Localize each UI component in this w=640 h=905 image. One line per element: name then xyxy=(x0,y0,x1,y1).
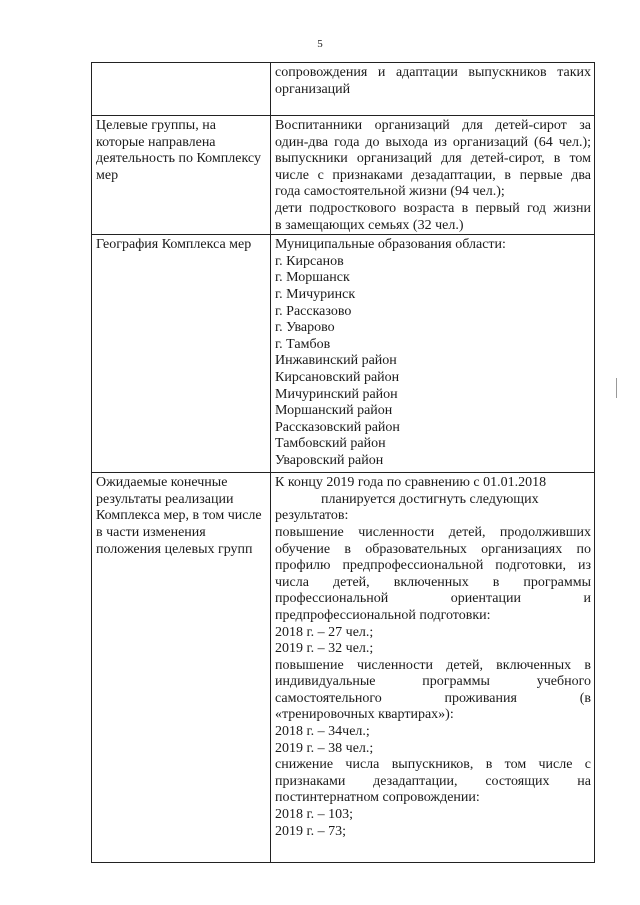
content-line: Тамбовский район xyxy=(275,436,386,452)
content-line: повышение численности детей, продолживших xyxy=(275,524,591,540)
content-line: Муниципальные образования области: xyxy=(275,237,506,253)
content-line: обучение в образовательных организациях по xyxy=(275,541,591,557)
row-content xyxy=(271,473,595,863)
row-content xyxy=(271,63,595,116)
content-line: г. Тамбов xyxy=(275,336,331,352)
content-line: один-два года до выхода из организаций (64 чел.); xyxy=(275,134,591,150)
content-line: выпускники организаций для детей-сирот, в том xyxy=(275,151,591,167)
scan-mark xyxy=(616,378,617,398)
content-line: числе с признаками дезадаптации, в первые два xyxy=(275,167,591,183)
content-line: Мичуринский район xyxy=(275,386,398,402)
content-line: 2019 г. – 38 чел.; xyxy=(275,740,374,756)
table-row xyxy=(92,63,595,116)
content-line: в замещающих семьях (32 чел.) xyxy=(275,217,464,233)
content-line: дети подросткового возраста в первый год жизни xyxy=(275,200,591,216)
content-line: планируется достигнуть следующих xyxy=(321,491,539,507)
content-line: г. Рассказово xyxy=(275,303,352,319)
content-line: г. Кирсанов xyxy=(275,253,344,269)
table-row xyxy=(92,116,595,235)
row-content xyxy=(271,116,595,235)
content-line: сопровождения и адаптации выпускников таких xyxy=(275,65,591,80)
measures-table xyxy=(91,62,595,863)
content-line: профессиональной ориентации и xyxy=(275,591,591,607)
content-line: 2018 г. – 103; xyxy=(275,807,354,823)
page-number: 5 xyxy=(317,38,323,50)
content-line: повышение численности детей, включенных в xyxy=(275,657,591,673)
content-line: г. Уварово xyxy=(275,320,335,336)
content-line: 2018 г. – 34чел.; xyxy=(275,724,370,740)
row-label xyxy=(92,63,271,116)
content-line: профилю предпрофессиональной подготовки, из xyxy=(275,558,591,574)
content-line: предпрофессиональной подготовки: xyxy=(275,607,491,623)
row-label: Целевые группы, на которые направлена деятельность по Комплексу мер xyxy=(92,116,271,235)
content-line: организаций xyxy=(275,81,351,97)
content-line: индивидуальные программы учебного xyxy=(275,674,591,690)
content-line: 2018 г. – 27 чел.; xyxy=(275,624,374,640)
content-line: г. Мичуринск xyxy=(275,286,356,302)
content-line: г. Моршанск xyxy=(275,270,350,286)
content-line: Уваровский район xyxy=(275,452,384,468)
content-line: 2019 г. – 32 чел.; xyxy=(275,641,374,657)
content-line: 2019 г. – 73; xyxy=(275,823,347,839)
row-label: Ожидаемые конечные результаты реализации Комплекса мер, в том числе в части изменения положения целевых групп xyxy=(92,473,271,863)
content-line: результатов: xyxy=(275,508,349,524)
content-line: снижение числа выпускников, в том числе с xyxy=(275,757,591,773)
content-line: «тренировочных квартирах»): xyxy=(275,707,454,723)
content-line: самостоятельного проживания (в xyxy=(275,690,591,706)
content-line: Кирсановский район xyxy=(275,369,400,385)
content-line: Рассказовский район xyxy=(275,419,400,435)
content-line: Воспитанники организаций для детей-сирот за xyxy=(275,118,591,133)
table-row xyxy=(92,473,595,863)
table-row xyxy=(92,235,595,473)
content-line: числа детей, включенных в программы xyxy=(275,574,591,590)
content-line: Инжавинский район xyxy=(275,353,397,369)
row-content xyxy=(271,235,595,473)
content-line: К концу 2019 года по сравнению с 01.01.2018 xyxy=(275,475,547,491)
row-label: География Комплекса мер xyxy=(92,235,271,473)
content-line: Моршанский район xyxy=(275,403,393,419)
content-line: года самостоятельной жизни (94 чел.); xyxy=(275,184,505,200)
content-line: постинтернатном сопровождении: xyxy=(275,790,480,806)
content-line: признаками дезадаптации, состоящих на xyxy=(275,773,591,789)
